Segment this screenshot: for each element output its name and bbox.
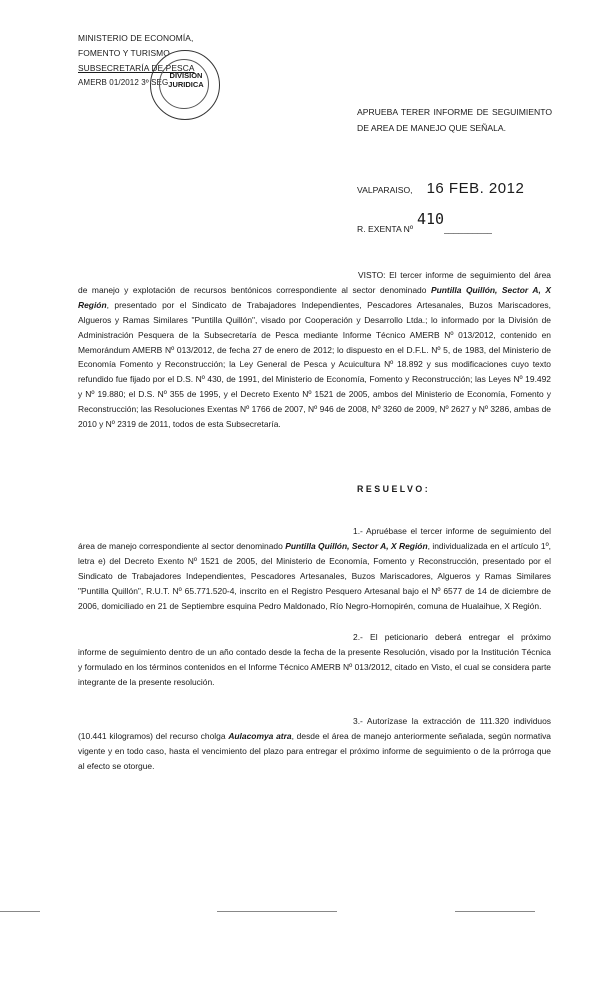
point-1-text-2: , individualizada en el artículo 1º, letra e) del Decreto Exento Nº 1521 de 2005, del Ministerio de Economía, Fomento y Reconstrucción, presentado por el Sindicato de Trabajadores Independientes, Pescadores Artesanales, Buzos Mariscadores, Algueros y Ramas Similares "Puntilla Quillón", R.U.T. Nº 65.771.520-4, inscrito en el Registro Pesquero Artesanal bajo el Nº 6577 de 14 de diciembre de 2006, domiciliado en 21 de Septiembre esquina Pedro Maldonado, Río Negro-Hornopirén, comuna de Hualaihue, X Región.	[78, 540, 552, 611]
point-3-text-1: Autorízase la extracción de 111.320 individuos (10.441 kilogramos) del recurso cholga	[78, 716, 551, 741]
resolution-label: R. EXENTA Nº	[357, 224, 413, 234]
point-3-species-name: Aulacomya atra	[228, 730, 292, 741]
point-1-number: 1.-	[353, 526, 363, 536]
visto-label: VISTO:	[358, 270, 386, 280]
point-3-number: 3.-	[353, 716, 363, 726]
resolution-number: 410	[417, 210, 445, 228]
division-seal-stamp	[150, 50, 220, 120]
footer-rule-left	[0, 911, 40, 912]
resolution-number-row	[357, 210, 492, 237]
visto-paragraph	[78, 268, 551, 432]
point-2-text: El peticionario deberá entregar el próximo informe de seguimiento dentro de un año contado desde la fecha de la presente Resolución, visado por la Institución Técnica y formulado en los términos contenidos en el Informe Técnico AMERB Nº 013/2012, citado en Visto, el cual se considera parte integrante de la presente resolución.	[78, 632, 551, 687]
ministry-name: MINISTERIO DE ECONOMÍA,	[78, 33, 194, 43]
seal-line-1: DIVISION	[169, 71, 203, 80]
seal-text	[151, 71, 221, 89]
ministry-subtitle: FOMENTO Y TURISMO	[78, 48, 170, 58]
point-1-sector-name: Puntilla Quillón, Sector A, X Región	[285, 540, 428, 551]
point-3-text-2: , desde el área de manejo anteriormente señalada, según normativa vigente y en todo caso, hasta el vencimiento del plazo para entregar el próximo informe de seguimiento o de la prórroga que al efecto se otorgue.	[78, 730, 551, 771]
subsecretariat-name: SUBSECRETARÍA DE PESCA	[78, 63, 195, 73]
file-reference: AMERB 01/2012 3º SEG	[78, 78, 169, 87]
resolution-blank-line: __________	[444, 224, 492, 234]
document-subject: APRUEBA TERER INFORME DE SEGUIMIENTO DE AREA DE MANEJO QUE SEÑALA.	[357, 107, 552, 133]
visto-text-2: , presentado por el Sindicato de Trabajadores Independientes, Pescadores Artesanales, Buzos Mariscadores, Algueros y Ramas Similares "Puntilla Quillón", visado por Cooperación y Desarrollo Ltda.; lo informado por la División de Administración Pesquera de la Subsecretaría de Pesca mediante Informe Técnico AMERB Nº 013/2012, contenido en Memorándum AMERB Nº 013/2012, de fecha 27 de enero de 2012; lo dispuesto en el D.F.L. Nº 5, de 1983, del Ministerio de Economía Fomento y Reconstrucción; la Ley General de Pesca y Acuicultura Nº 18.892 y sus modificaciones cuyo texto refundido fue fijado por el D.S. Nº 430, de 1991, del Ministerio de Economía, Fomento y Reconstrucción; las Leyes Nº 19.492 y Nº 19.880; el D.S. Nº 355 de 1995, y el Decreto Exento Nº 1521 de 2005, ambos del Ministerio de Economía, Fomento y Reconstrucción; las Resoluciones Exentas Nº 1766 de 2007, Nº 946 de 2008, Nº 3260 de 2009, Nº 2627 y Nº 3286, ambas de 2010 y Nº 2319 de 2011, todos de esta Subsecretaría.	[78, 299, 551, 430]
resolution-point-3	[78, 714, 551, 774]
point-2-number: 2.-	[353, 632, 363, 642]
visto-sector-name: Puntilla Quillón, Sector A, X Región	[78, 284, 551, 310]
resolution-point-2	[78, 630, 551, 690]
date-stamp: 16 FEB. 2012	[426, 180, 525, 197]
point-1-text-1: Apruébase el tercer informe de seguimiento del área de manejo correspondiente al sector denominado	[78, 526, 551, 551]
date-row	[357, 180, 524, 198]
resuelvo-heading: RESUELVO:	[357, 484, 431, 494]
footer-rule-center	[217, 911, 337, 912]
footer-rule-right	[455, 911, 535, 912]
seal-line-2: JURIDICA	[168, 80, 204, 89]
place-label: VALPARAISO,	[357, 185, 413, 195]
resolution-point-1	[78, 524, 551, 613]
visto-text-1: El tercer informe de seguimiento del área de manejo y explotación de recursos bentónicos correspondiente al sector denominado	[78, 270, 551, 295]
